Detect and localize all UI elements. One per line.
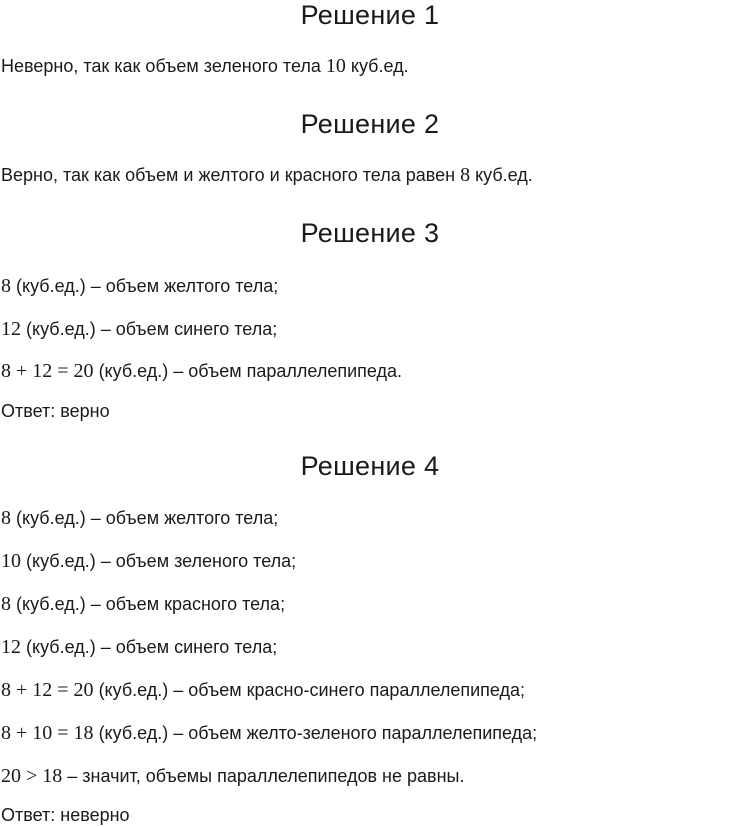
solution-title: Решение 2 xyxy=(300,109,440,139)
number-fragment: 8 xyxy=(460,164,471,186)
number-fragment: 10 xyxy=(325,55,346,77)
text-fragment: куб.ед. xyxy=(470,165,533,185)
solution-line xyxy=(1,549,296,573)
number-fragment: 10 xyxy=(1,550,21,572)
text-fragment: Неверно, так как объем зеленого тела xyxy=(1,56,326,76)
text-fragment: (куб.ед.) – объем желто-зеленого параллелепипеда; xyxy=(93,723,538,743)
text-fragment: (куб.ед.) – объем синего тела; xyxy=(21,637,278,657)
number-fragment: 8 + 12 = 20 xyxy=(1,679,94,701)
solution-line xyxy=(1,54,409,78)
answer-line xyxy=(1,399,110,423)
solution-title: Решение 3 xyxy=(300,218,440,248)
text-fragment: Ответ: неверно xyxy=(1,805,130,825)
number-fragment: 8 xyxy=(1,593,11,615)
solution-line xyxy=(1,635,277,659)
text-fragment: (куб.ед.) – объем синего тела; xyxy=(21,319,278,339)
number-fragment: 8 + 10 = 18 xyxy=(1,722,94,744)
text-fragment: (куб.ед.) – объем зеленого тела; xyxy=(21,551,297,571)
answer-line xyxy=(1,803,130,827)
text-fragment: – значит, объемы параллелепипедов не равны. xyxy=(62,766,465,786)
text-fragment: (куб.ед.) – объем желтого тела; xyxy=(11,508,279,528)
solution-line xyxy=(1,163,533,187)
number-fragment: 8 xyxy=(1,507,11,529)
number-fragment: 12 xyxy=(1,636,21,658)
solution-title: Решение 1 xyxy=(300,0,440,30)
solution-line xyxy=(1,317,277,341)
number-fragment: 8 + 12 = 20 xyxy=(1,360,94,382)
text-fragment: куб.ед. xyxy=(345,56,409,76)
number-fragment: 12 xyxy=(1,318,21,340)
solution-line xyxy=(1,506,278,530)
text-fragment: (куб.ед.) – объем красно-синего параллелепипеда; xyxy=(93,680,526,700)
solution-line xyxy=(1,764,464,788)
solution-line xyxy=(1,721,537,745)
solution-line xyxy=(1,592,285,616)
solution-line xyxy=(1,274,278,298)
number-fragment: 20 > 18 xyxy=(1,765,63,787)
solution-title: Решение 4 xyxy=(300,451,440,481)
text-fragment: Верно, так как объем и желтого и красного тела равен xyxy=(1,165,461,185)
text-fragment: Ответ: верно xyxy=(1,401,110,421)
solution-line xyxy=(1,359,402,383)
text-fragment: (куб.ед.) – объем желтого тела; xyxy=(11,276,279,296)
number-fragment: 8 xyxy=(1,275,11,297)
text-fragment: (куб.ед.) – объем красного тела; xyxy=(11,594,286,614)
solution-line xyxy=(1,678,525,702)
text-fragment: (куб.ед.) – объем параллелепипеда. xyxy=(93,361,403,381)
